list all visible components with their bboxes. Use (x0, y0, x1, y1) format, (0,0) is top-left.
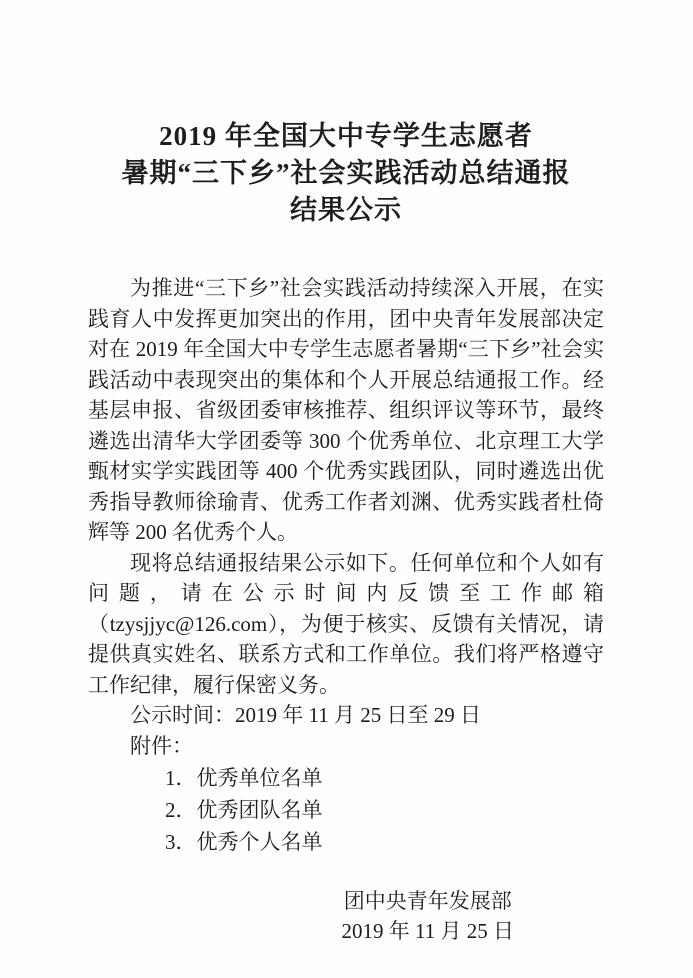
attachment-item-1: 1．优秀单位名单 (165, 766, 323, 790)
title-line-3: 结果公示 (290, 195, 402, 225)
publicity-time-line: 公示时间：2019 年 11 月 25 日至 29 日 (130, 703, 481, 727)
title-line-1: 2019 年全国大中专学生志愿者 (159, 121, 533, 151)
body-paragraph-1: 为推进“三下乡”社会实践活动持续深入开展，在实践育人中发挥更加突出的作用，团中央青年发展部决定对在 2019 年全国大中专学生志愿者暑期“三下乡”社会实践活动中表现突出的集体和个人开展总结通报工作。经基层申报、省级团委审核推荐、组织评议等环节，最终遴选出清华大学团委等 300 个优秀单位、北京理工大学甄材实学实践团等 400 个优秀实践团队，同时遴选出优秀指导教师徐瑜青、优秀工作者刘渊、优秀实践者杜倚辉等 200 名优秀个人。 (88, 276, 604, 544)
attachments-label: 附件： (130, 733, 193, 758)
document-title (88, 118, 604, 229)
attachment-item-2: 2．优秀团队名单 (165, 798, 323, 822)
signature-date: 2019 年 11 月 25 日 (341, 918, 514, 943)
body-paragraph-2: 现将总结通报结果公示如下。任何单位和个人如有问题，请在公示时间内反馈至工作邮箱（tzysjjyc@126.com），为便于核实、反馈有关情况，请提供真实姓名、联系方式和工作单位。我们将严格遵守工作纪律，履行保密义务。 (88, 550, 604, 697)
attachment-item-3: 3．优秀个人名单 (165, 830, 323, 854)
signature-org: 团中央青年发展部 (343, 889, 512, 913)
signature-block (342, 887, 514, 946)
title-line-2: 暑期“三下乡”社会实践活动总结通报 (121, 158, 571, 188)
attachments-list (88, 762, 604, 858)
